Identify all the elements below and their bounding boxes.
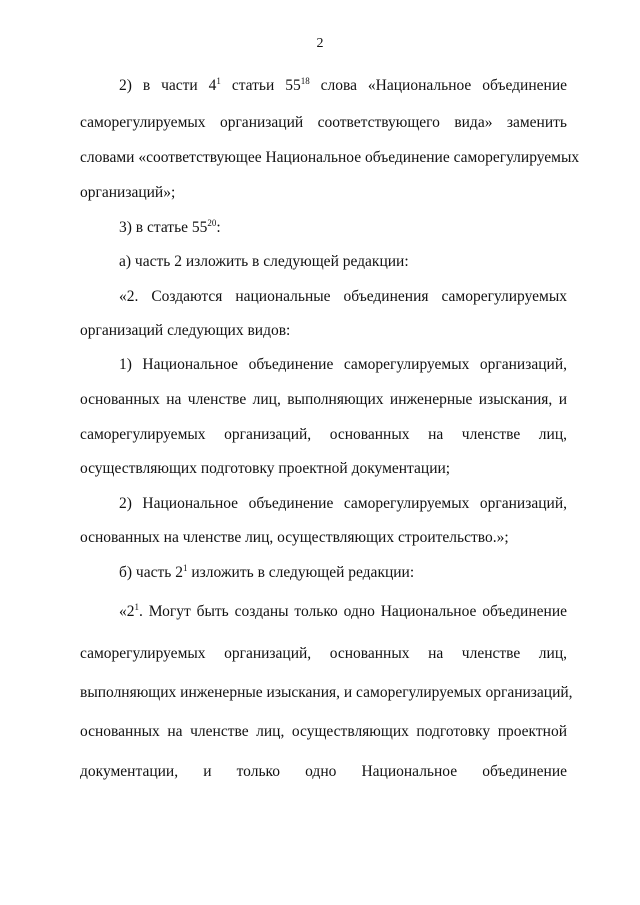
text-segment: изложить в следующей редакции: [187, 564, 415, 581]
superscript: 20 [207, 218, 217, 228]
text-line [119, 563, 567, 584]
text-line: саморегулируемых организаций, основанных на членстве лиц, [80, 645, 567, 662]
text-line: «2. Создаются национальные объединения саморегулируемых [119, 288, 567, 305]
text-segment: 2) в части 4 [119, 77, 217, 94]
text-segment: статьи 55 [220, 77, 301, 94]
text-line [119, 218, 567, 239]
text-line: документации, и только одно Национальное объединение [80, 763, 567, 780]
text-line [119, 602, 567, 623]
text-line: саморегулируемых организаций соответствующего вида» заменить [80, 114, 567, 131]
superscript: 1 [134, 602, 139, 612]
text-segment: «2 [119, 603, 135, 620]
text-segment: : [216, 219, 221, 236]
text-line: основанных на членстве лиц, выполняющих инженерные изыскания, и [80, 391, 567, 408]
text-line: основанных на членстве лиц, осуществляющих строительство.»; [80, 529, 509, 546]
text-segment: б) часть 2 [119, 564, 183, 581]
text-line: выполняющих инженерные изыскания, и саморегулируемых организаций, [80, 684, 573, 701]
superscript: 1 [216, 76, 221, 86]
text-line: организаций следующих видов: [80, 322, 291, 339]
text-line: саморегулируемых организаций, основанных на членстве лиц, [80, 426, 567, 443]
superscript: 1 [182, 563, 188, 573]
text-segment: слова «Национальное объединение [309, 77, 567, 94]
text-line: словами «соответствующее Национальное объединение саморегулируемых [80, 149, 580, 166]
text-line: 1) Национальное объединение саморегулируемых организаций, [119, 356, 567, 373]
text-segment: . Могут быть созданы только одно Национальное объединение [139, 603, 567, 620]
text-line: 2) Национальное объединение саморегулируемых организаций, [119, 495, 567, 512]
text-line: организаций»; [80, 184, 176, 201]
superscript: 18 [300, 76, 310, 86]
text-line: осуществляющих подготовку проектной документации; [80, 460, 451, 477]
page-number: 2 [316, 36, 324, 51]
text-line: основанных на членстве лиц, осуществляющих подготовку проектной [80, 723, 567, 740]
text-segment: 3) в статье 55 [119, 219, 208, 236]
text-line [119, 76, 567, 97]
text-line: а) часть 2 изложить в следующей редакции: [119, 253, 409, 270]
